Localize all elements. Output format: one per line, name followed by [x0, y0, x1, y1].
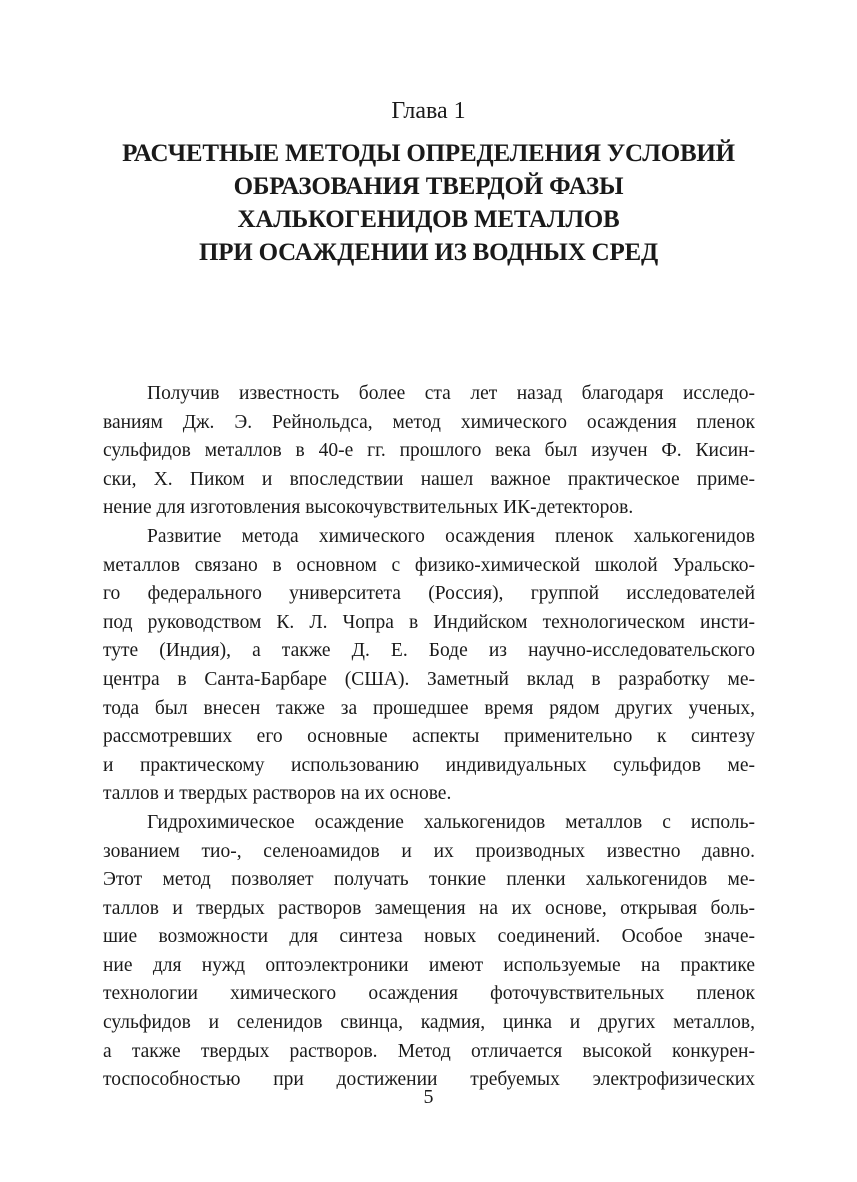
text-line: туте (Индия), а также Д. Е. Боде из научно-исследовательского — [103, 640, 755, 662]
chapter-title-line: ПРИ ОСАЖДЕНИИ ИЗ ВОДНЫХ СРЕД — [198, 239, 659, 266]
text-line: ваниям Дж. Э. Рейнольдса, метод химического осаждения пленок — [103, 411, 755, 433]
chapter-title-line: РАСЧЕТНЫЕ МЕТОДЫ ОПРЕДЕЛЕНИЯ УСЛОВИЙ — [122, 140, 735, 167]
text-line: сульфидов и селенидов свинца, кадмия, цинка и других металлов, — [103, 1012, 755, 1034]
page-number: 5 — [423, 1086, 434, 1108]
text-line: тоспособностью при достижении требуемых электрофизических — [103, 1069, 755, 1091]
text-line: го федерального университета (Россия), группой исследователей — [103, 583, 755, 605]
text-line: Гидрохимическое осаждение халькогенидов металлов с исполь- — [147, 811, 755, 833]
text-line: нение для изготовления высокочувствительных ИК-детекторов. — [103, 497, 634, 519]
text-line: ски, Х. Пиком и впоследствии нашел важное практическое приме- — [103, 468, 755, 490]
text-line: рассмотревших его основные аспекты применительно к синтезу — [103, 726, 755, 748]
text-line: Развитие метода химического осаждения пленок халькогенидов — [147, 525, 755, 547]
chapter-title — [60, 137, 797, 269]
text-line: технологии химического осаждения фоточувствительных пленок — [103, 983, 755, 1005]
text-line: под руководством К. Л. Чопра в Индийском технологическом инсти- — [103, 611, 755, 633]
text-line: и практическому использованию индивидуальных сульфидов ме- — [103, 754, 755, 776]
text-line: центра в Санта-Барбаре (США). Заметный вклад в разработку ме- — [103, 668, 755, 690]
text-line: ние для нужд оптоэлектроники имеют используемые на практике — [103, 954, 755, 976]
text-line: таллов и твердых растворов замещения на их основе, открывая боль- — [103, 897, 755, 919]
text-line: Этот метод позволяет получать тонкие пленки халькогенидов ме- — [103, 869, 755, 891]
paragraph — [103, 380, 755, 523]
paragraph — [103, 523, 755, 809]
text-line: сульфидов металлов в 40-е гг. прошлого века был изучен Ф. Кисин- — [103, 440, 755, 462]
text-line: шие возможности для синтеза новых соединений. Особое значе- — [103, 926, 755, 948]
text-line: металлов связано в основном с физико-химической школой Уральско- — [103, 554, 755, 576]
text-line: зованием тио-, селеноамидов и их производных известно давно. — [103, 840, 755, 862]
text-line: таллов и твердых растворов на их основе. — [103, 783, 452, 805]
chapter-title-line: ХАЛЬКОГЕНИДОВ МЕТАЛЛОВ — [237, 206, 620, 233]
text-line: Получив известность более ста лет назад благодаря исследо- — [147, 383, 755, 404]
text-line: а также твердых растворов. Метод отличается высокой конкурен- — [103, 1040, 755, 1062]
chapter-label: Глава 1 — [391, 98, 466, 124]
text-line: тода был внесен также за прошедшее время рядом других ученых, — [103, 697, 755, 719]
body-text — [103, 380, 755, 1095]
chapter-title-line: ОБРАЗОВАНИЯ ТВЕРДОЙ ФАЗЫ — [233, 173, 624, 200]
paragraph — [103, 809, 755, 1095]
